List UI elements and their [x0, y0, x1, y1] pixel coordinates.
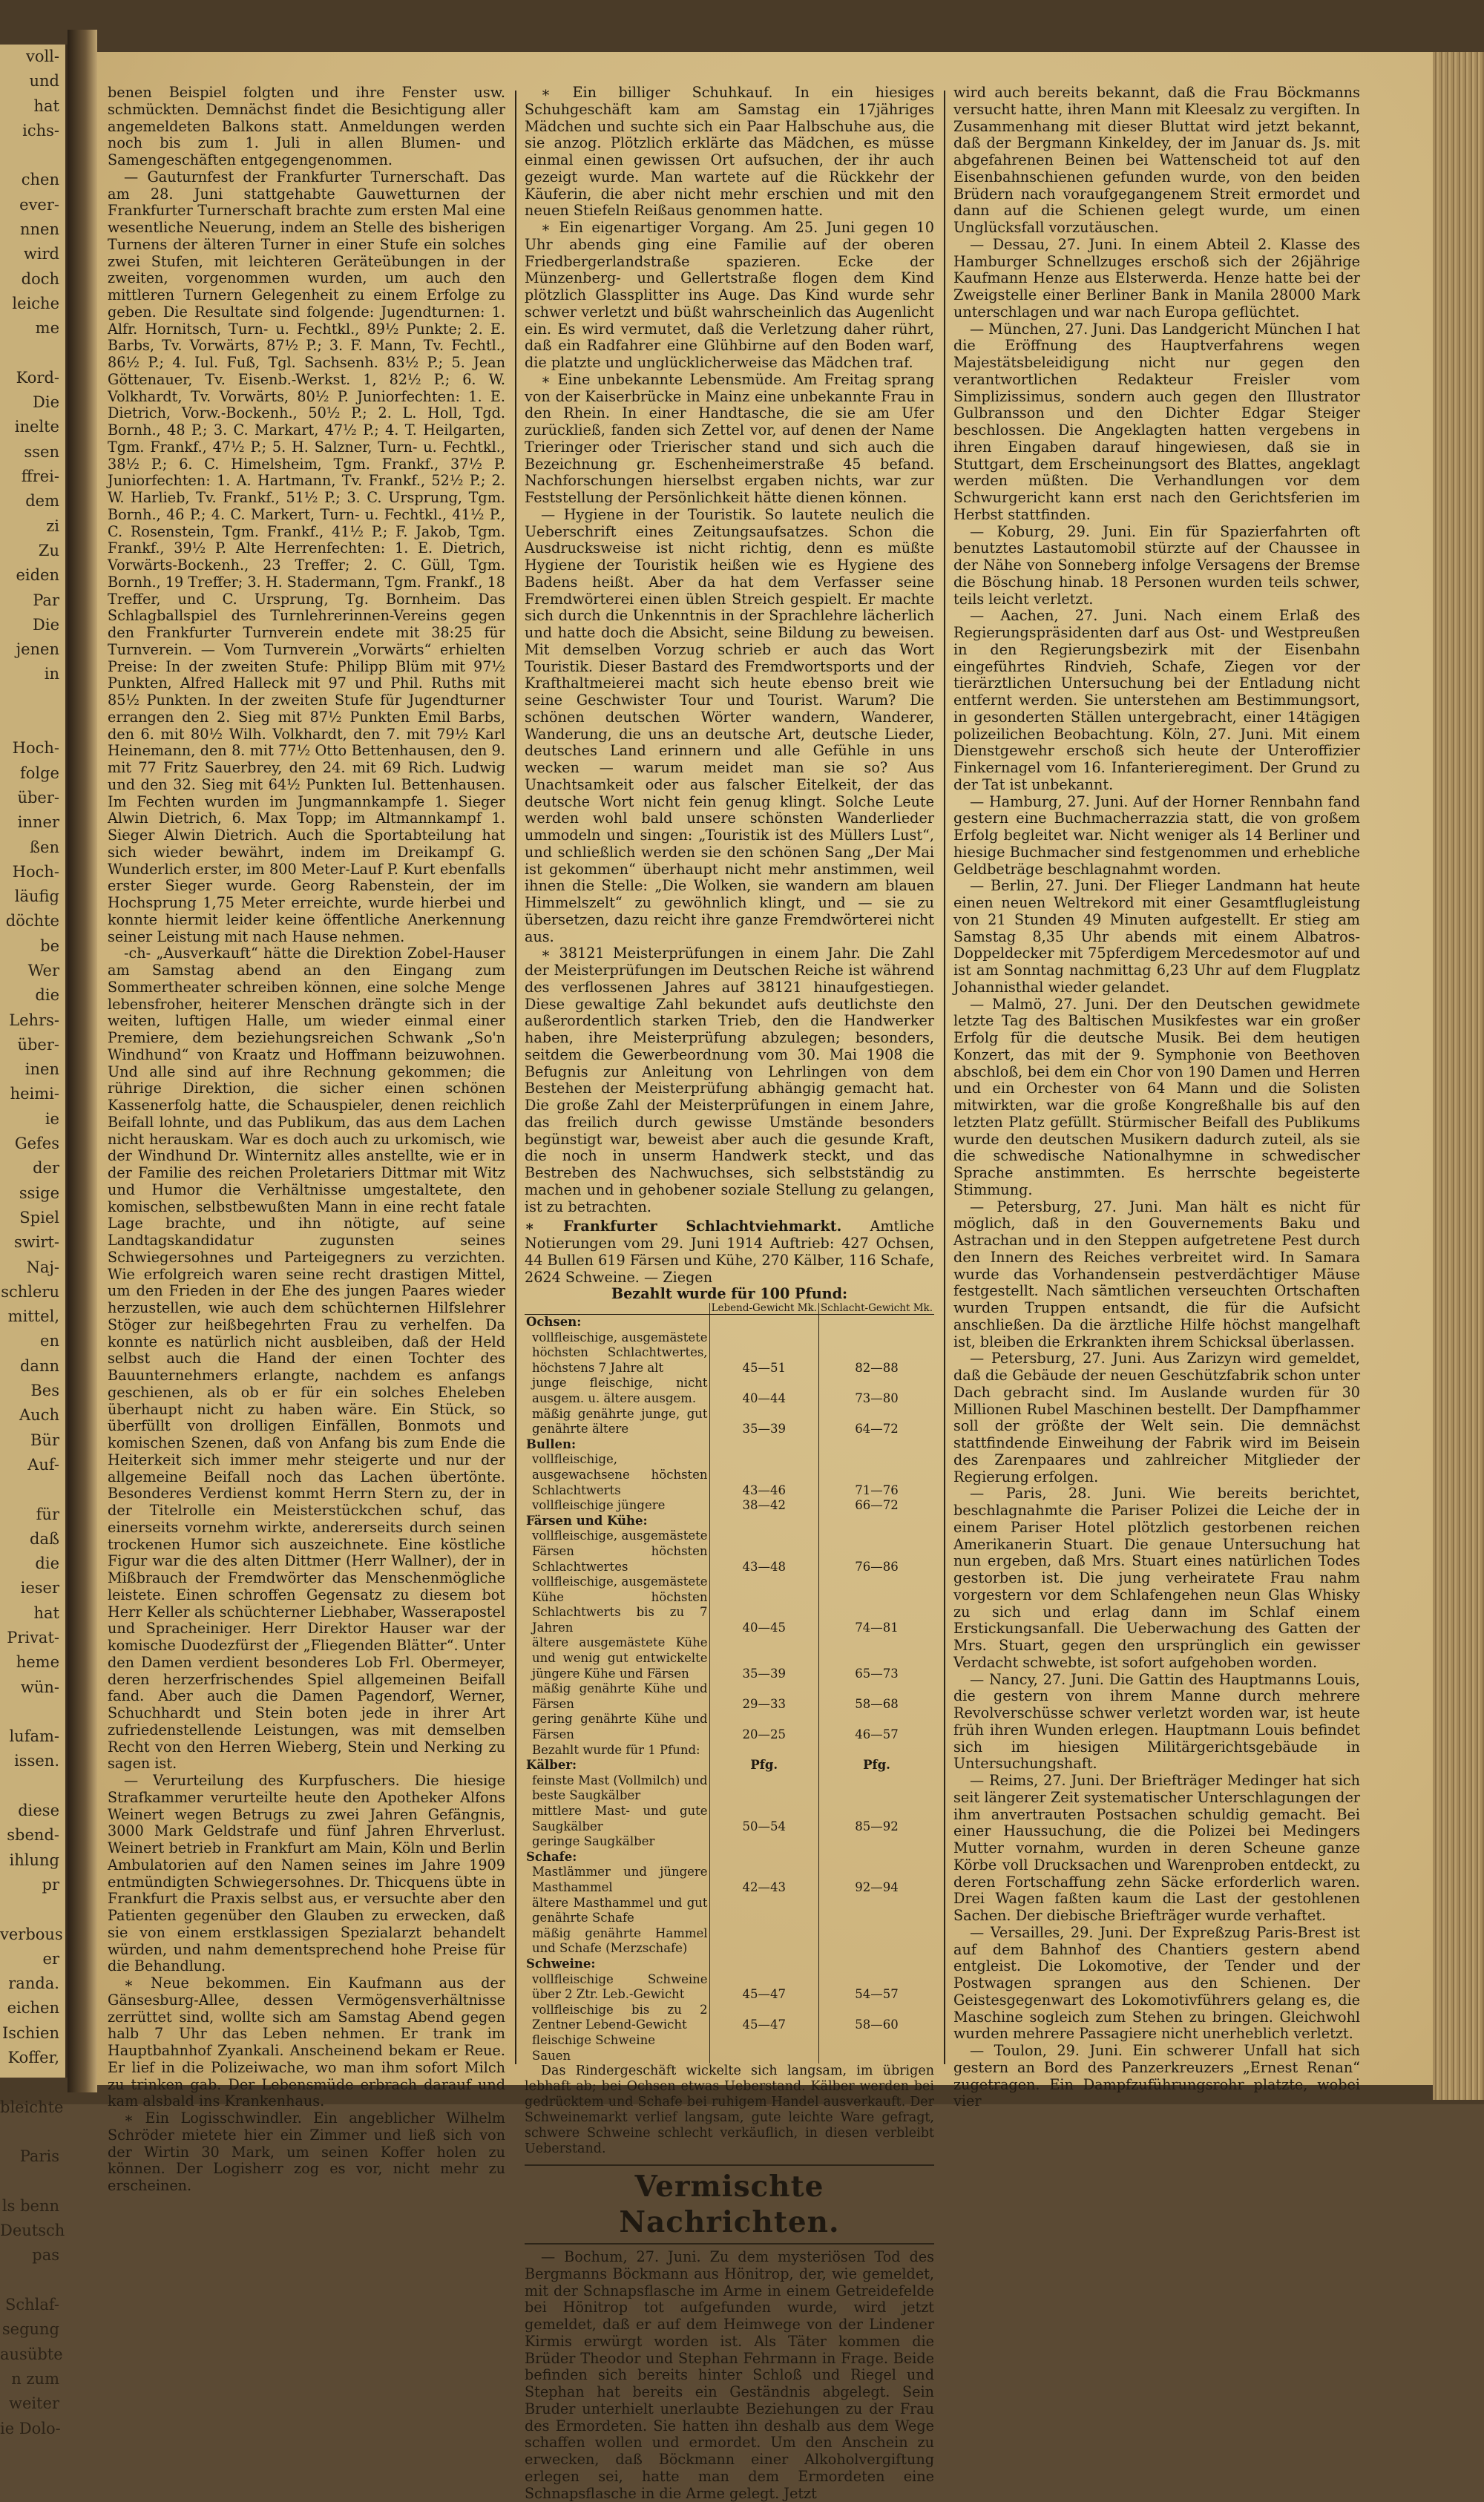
col2-article: ∗ Ein billiger Schuhkauf. In ein hiesiges Schuhgeschäft kam am Samstag ein 17jähriges Mädchen und suchte sich ein Paar Halbschuhe aus, die sie anzog. Plötzlich erklärte das Mädchen, es müsse einmal einen gewissen Ort aufsuchen, der ihr auch gezeigt wurde. Man wartete auf die Rückkehr der Käuferin, die aber nicht mehr erschien und mit den neuen Stiefeln Reißaus genommen hatte.: [525, 84, 934, 220]
market-col-head-carcass: Schlacht-Gewicht Mk.: [818, 1303, 934, 1315]
prev-page-fragment: hat: [33, 1603, 59, 1622]
market-live-price: [709, 2033, 818, 2049]
market-item-label: Mastlämmer und jüngere Masthammel: [532, 1865, 708, 1894]
col1-article: — Gauturnfest der Frankfurter Turnerschaft. Das am 28. Juni stattgehabte Gauwetturnen der Frankfurter Turnerschaft brachte zum ersten Mal eine wesentliche Neuerung, indem an Stelle des bisherigen Turnens der älteren Turner in einer Stufe ein solches zwei Stufen, mit leichteren Geräteübungen in der zweiten, vorgenommen wurden, um auch den mittleren Turnern Gelegenheit zu einem Erfolge zu geben. Die Resultate sind folgende: Jugendturnen: 1. Alfr. Hornitsch, Turn- u. Fechtkl., 89½ Punkte; 2. E. Barbs, Tv. Vorwärts, 87½ P.; 3. F. Mann, Tv. Fechtl., 86½ P.; 4. Iul. Fuß, Tgl. Sachsenh. 83½ P.; 5. Jean Göttenauer, Tv. Eisenb.-Werkst. 1, 82½ P.; 6. W. Volkhardt, Tv. Vorwärts, 80½ P. Juniorfechten: 1. E. Dietrich, Vorw.-Bockenh., 50½ P.; 2. L. Holl, Tgd. Bornh., 48 P.; 3. C. Markart, 47½ P.; 4. T. Heilgarten, Tgm. Frankf., 47½ P.; 5. H. Salzner, Turn- u. Fechtkl., 38½ P.; 6. C. Himelsheim, Tgm. Frankf., 37½ P. Juniorfechten: 1. A. Hartmann, Tv. Frankf., 52½ P.; 2. W. Harlieb, Tv. Frankf., 51½ P.; 3. C. Ursprung, Tgm. Bornh., 46 P.; 4. C. Markert, Turn- u. Fechtkl., 41½ P., C. Rosenstein, Tgm. Frankf., 41½ P.; F. Jakob, Tgm. Frankf., 39½ P. Alte Herrenfechten: 1. E. Dietrich, Vorwärts-Bockenh., 23 Treffer; 2. C. Güll, Tgm. Bornh., 19 Treffer; 3. H. Stadermann, Tgm. Frankf., 18 Treffer, und C. Ursprung, Tg. Bornheim. Das Schlagballspiel des Turnlehrerinnen-Vereins gegen den Frankfurter Turnverein endete mit 38:25 für Turnverein. — Vom Turnverein „Vorwärts“ erhielten Preise: In der zweiten Stufe: Philipp Blüm mit 97½ Punkten, Alfred Halleck mit 97 und Phil. Ruths mit 85½ Punkten. In der zweiten Stufe für Jugendturner errangen den 2. Sieg mit 87½ Punkten Emil Barbs, den 6. mit 80½ Wilh. Volkhardt, den 7. mit 79½ Karl Heinemann, den 8. mit 77½ Otto Bettenhausen, den 9. mit 77 Fritz Sauerbrey, den 24. mit 69 Rich. Ludwig und den 32. Sieg mit 64½ Punkten Iul. Bettenhausen. Im Fechten wurden im Jungmannkampfe 1. Sieger Alwin Dietrich, 6. Max Topp; im Altmannkampf 1. Sieger Alwin Dietrich. Auch die Sportabteilung hat sich wieder bewährt, indem im Dreikampf G. Wunderlich erster, im 800 Meter-Lauf P. Kurt ebenfalls erster Sieger wurde. Georg Rabenstein, der im Hochsprung 1,75 Meter erreichte, wurde hierbei und konnte hiermit leider keine öffentliche Anerkennung seiner Leistung mit nach Hause nehmen.: [108, 168, 505, 945]
market-carcass-price: 85—92: [818, 1804, 934, 1834]
market-row: [525, 1315, 934, 1330]
market-carcass-price: 82—88: [818, 1330, 934, 1376]
col1-article: — Verurteilung des Kurpfuschers. Die hiesige Strafkammer verurteilte heute den Apotheker Alfons Weinert wegen Betrugs zu zwei Jahren Gefängnis, 3000 Mark Geldstrafe und fünf Jahren Ehrverlust. Weinert betrieb in Frankfurt am Main, Köln und Berlin Ambulatorien auf den Namen seines im Jahre 1909 entmündigten Schwiegersohnes. Dr. Thicquens übte in Frankfurt die Praxis selbst aus, er versuchte aber den Patienten gegenüber den Glauben zu erwecken, daß sie von einem erstklassigen Spezialarzt behandelt würden, und nahm dementsprechend hohe Preise für die Behandlung.: [108, 1772, 505, 1975]
market-carcass-price: [818, 1437, 934, 1453]
prev-page-fragment: ie Dolo-: [0, 2419, 61, 2437]
market-row: [525, 1896, 934, 1926]
prev-page-fragment: swirt-: [13, 1233, 59, 1252]
market-item-label: vollfleischige, ausgewachsene höchsten Schlachtwerts: [532, 1452, 708, 1497]
prev-page-fragment: Wer: [27, 961, 59, 979]
prev-page-fragment: Privat-: [7, 1629, 59, 1646]
market-row: [525, 1330, 934, 1376]
prev-page-fragment: weiter: [8, 2394, 59, 2413]
column-rule-1: [515, 91, 516, 2064]
prev-page-fragment: lufam-: [9, 1727, 59, 1746]
prev-page-fragment: [0, 341, 65, 366]
prev-page-fragment: Zu: [38, 541, 59, 559]
market-live-price: [709, 1850, 818, 1865]
prev-page-fragment: Hoch-: [12, 739, 59, 758]
market-carcass-price: [818, 1957, 934, 1972]
col3-article: — Hamburg, 27. Juni. Auf der Horner Rennbahn fand gestern eine Buchmacherrazzia statt, die von großem Erfolg begleitet war. Nicht weniger als 14 Berliner und hiesige Buchmacher sind festgenommen und erhebliche Geldbeträge beschlagnahmt worden.: [953, 792, 1360, 878]
prev-page-fragment: folge: [19, 764, 59, 782]
market-item-label: mittlere Mast- und gute Saugkälber: [532, 1804, 708, 1833]
market-item-label: mäßig genährte Hammel und Schafe (Merzschafe): [532, 1925, 708, 1956]
market-live-price: 35—39: [709, 1407, 818, 1437]
prev-page-fragment: Paris: [19, 2147, 59, 2166]
prev-page-fragment: er: [42, 1949, 59, 1968]
market-row: [525, 1743, 934, 1759]
market-item-label: vollfleischige jüngere: [532, 1498, 666, 1513]
market-carcass-price: [818, 1743, 934, 1759]
col3-article: — Nancy, 27. Juni. Die Gattin des Hauptmanns Louis, die gestern von ihrem Manne durch mehrere Revolverschüsse schwer verletzt worden war, ist heute früh ihren Wunden erlegen. Hauptmann Louis befindet sich im hiesigen Militärgerichtsgebäude in Untersuchungshaft.: [953, 1670, 1360, 1773]
prev-page-fragment: ssige: [19, 1183, 59, 1202]
prev-page-fragment: hat: [33, 96, 59, 115]
prev-page-fragment: voll-: [25, 47, 59, 65]
market-item-label: vollfleischige, ausgemästete Kühe höchsten Schlachtwerts bis zu 7 Jahren: [532, 1575, 708, 1635]
column-2-articles: [525, 85, 934, 1215]
prev-page-fragment: ausübte: [0, 2345, 63, 2363]
prev-page-fragment: n zum: [11, 2369, 59, 2388]
market-item-label: vollfleischige Schweine über 2 Ztr. Leb.-Gewicht: [532, 1971, 708, 2002]
prev-page-fragment: döchte: [5, 912, 59, 930]
market-carcass-price: 76—86: [818, 1529, 934, 1575]
market-title: ∗ Frankfurter Schlachtviehmarkt.: [525, 1218, 842, 1235]
prev-page-fragment: Auf-: [27, 1455, 59, 1474]
market-category: Schafe:: [526, 1849, 577, 1864]
prev-page-fragment: doch: [21, 269, 59, 288]
prev-page-fragment: Auch: [19, 1406, 59, 1425]
col1-article: benen Beispiel folgten und ihre Fenster usw. schmückten. Demnächst findet die Besichtigung aller angemeldeten Balkons statt. Anmeldungen werden noch bis zum 1. Juli in allen Blumen- und Samengeschäften entgegengenommen.: [108, 84, 505, 168]
prev-page-fragment: [0, 2170, 65, 2194]
market-row: [525, 2033, 934, 2049]
prev-page-fragment: dann: [19, 1356, 59, 1375]
market-row: [525, 1635, 934, 1681]
prev-page-fragment: Naj-: [26, 1258, 59, 1276]
prev-page-fragment: in: [44, 665, 59, 683]
prev-page-fragment: chen: [21, 171, 59, 189]
prev-page-fragment: en: [40, 1332, 59, 1350]
market-item-label: Bezahlt wurde für 1 Pfund:: [532, 1742, 700, 1757]
prev-page-fragment: über-: [17, 1035, 59, 1054]
market-carcass-price: [818, 2033, 934, 2049]
market-paid-line: Bezahlt wurde für 100 Pfund:: [611, 1285, 848, 1303]
market-item-label: vollfleischige bis zu 2 Zentner Lebend-Gewicht: [532, 2002, 708, 2032]
prev-page-fragment: ie: [45, 1109, 59, 1128]
prev-page-fragment: bleichte: [0, 2098, 64, 2116]
market-item-label: vollfleischige, ausgemästete höchsten Schlachtwertes, höchstens 7 Jahre alt: [532, 1330, 708, 1375]
prev-page-fragment: Schlaf-: [4, 2296, 59, 2314]
newspaper-page: [97, 52, 1433, 2502]
prev-page-fragment: ieser: [20, 1579, 59, 1598]
market-row: [525, 1850, 934, 1865]
col2-article: — Hygiene in der Touristik. So lautete neulich die Ueberschrift eines Zeitungsaufsatzes. Schon die Ausdrucksweise ist nicht richtig, denn es müßte Hygiene der Touristik heißen wie es Hygiene des Badens heißt. Aber da hat dem Verfasser seine Fremdwörterei einen üblen Streich gespielt. Er machte sich durch die Unkenntnis in der Sprachlehre lächerlich und hatte doch die Absicht, seine Bildung zu beweisen. Mit demselben Vorzug schrieb er auch das Wort Touristik. Dieser Bastard des Fremdwortsports und der Krafthaltmeierei macht sich heute ebenso breit wie seine Geschwister Tour und Tourist. Warum? Die schönen deutschen Wörter wandern, Wanderer, Wanderung, die uns an deutsche Art, deutsche Lieder, deutsches Land erinnern und alle Gefühle in uns wecken — warum meidet man sie so? Aus Unachtsamkeit oder aus falscher Eitelkeit, der das deutsche Wort nicht fein genug klingt. Solche Leute werden wohl bald unsere schönsten Wanderlieder ummodeln und singen: „Touristik ist des Müllers Lust“, und schließlich werden sie den schönen Sang „Der Mai ist gekommen“ überhaupt nicht mehr anstimmen, weil ihnen die Stelle: „Die Wolken, sie wandern am blauen Himmelszelt“ zu gewöhnlich klingt, und — sie zu übersetzen, dazu reicht ihre ganze Fremdwörterei nicht aus.: [525, 505, 934, 945]
prev-page-fragment: leiche: [12, 294, 59, 312]
page-stack-edge: [1433, 52, 1484, 2100]
prev-page-fragment: inelte: [14, 418, 59, 436]
market-row: [525, 1681, 934, 1712]
market-item-label: feinste Mast (Vollmilch) und beste Saugkälber: [532, 1773, 708, 1803]
market-live-price: [709, 1834, 818, 1850]
col2-article: ∗ Ein eigenartiger Vorgang. Am 25. Juni gegen 10 Uhr abends ging eine Familie auf der oberen Friedbergerlandstraße spazieren. Ecke der Münzenberg- und Gellertstraße flogen dem Kind plötzlich Glassplitter ins Auge. Das Kind wurde sehr schwer verletzt und büßt wahrscheinlich das Augenlicht ein. Es wird vermutet, daß die Verletzung daher rührt, daß ein Radfahrer eine Glühbirne auf den Boden warf, die platzte und unglücklicherweise das Mädchen traf.: [525, 219, 934, 371]
market-live-price: 29—33: [709, 1681, 818, 1712]
prev-page-fragment: diese: [18, 1802, 59, 1820]
market-item-label: mäßig genährte junge, gut genährte ältere: [532, 1406, 708, 1436]
prev-page-fragment: pr: [42, 1875, 59, 1894]
prev-page-fragment: Ischien: [1, 2023, 59, 2042]
market-carcass-price: 92—94: [818, 1865, 934, 1895]
prev-page-fragment: [0, 2070, 65, 2095]
prev-page-fragment: [0, 1897, 65, 1922]
prev-page-fragment: Die: [33, 615, 59, 634]
market-price-table: [525, 1303, 934, 2063]
market-row: [525, 1376, 934, 1406]
prev-page-fragment: Die: [33, 393, 59, 412]
market-row: [525, 1407, 934, 1437]
market-carcass-price: [818, 1896, 934, 1926]
prev-page-fragment: ssen: [24, 442, 59, 461]
market-live-price: 40—45: [709, 1575, 818, 1635]
col1-article: ∗ Neue bekommen. Ein Kaufmann aus der Gänsesburg-Allee, dessen Vermögensverhältnisse zerrüttet sind, wollte sich am Samstag Abend gegen halb 7 Uhr das Leben nehmen. Er trank im Hauptbahnhof Zyankali. Anscheinend bekam er Reue. Er lief in die Polizeiwache, wo man ihm sofort Milch zu trinken gab. Der Lebensmüde erbrach darauf und kam alsbald ins Krankenhaus.: [108, 1974, 505, 2110]
market-carcass-price: 66—72: [818, 1498, 934, 1514]
prev-page-fragment: inner: [17, 813, 59, 832]
col3-article: — Berlin, 27. Juni. Der Flieger Landmann hat heute einen neuen Weltrekord mit einer Gesamtflugleistung von 21 Stunden 49 Minuten aufgestellt. Er stieg am Samstag 8,35 Uhr abends mit einem Albatros-Doppeldecker mit 75pferdigem Mercedesmotor auf und ist am Sonntag nachmittag 6,23 Uhr auf dem Flugplatz Johannisthal wieder gelandet.: [953, 877, 1360, 996]
market-row: [525, 1514, 934, 1529]
market-row: [525, 1957, 934, 1972]
prev-page-fragment: [0, 1700, 65, 1724]
prev-page-fragment: Koffer,: [7, 2049, 59, 2067]
market-carcass-price: 71—76: [818, 1452, 934, 1498]
prev-page-fragment: [0, 2268, 65, 2293]
market-row: [525, 1804, 934, 1834]
col3-article: — Dessau, 27. Juni. In einem Abteil 2. Klasse des Hamburger Schnellzuges erschoß sich der 26jährige Kaufmann Henze aus Elsterwerda. Henze hatte bei der Zweigstelle einer Berliner Bank in Manila 28000 Mark unterschlagen und war nach Europa geflüchtet.: [953, 235, 1360, 321]
market-item-label: Sauen: [532, 2048, 571, 2063]
market-row: [525, 1529, 934, 1575]
column-2-news: [525, 2249, 934, 2502]
market-live-price: 45—47: [709, 2003, 818, 2033]
col2-article: ∗ 38121 Meisterprüfungen in einem Jahr. Die Zahl der Meisterprüfungen im Deutschen Reiche ist während des verflossenen Jahres auf 38121 hinaufgestiegen. Diese gewaltige Zahl bekundet aufs deutlichste den außerordentlich starken Trieb, den die Handwerker haben, ihre Meisterprüfung abzulegen; besonders, seitdem die Gewerbeordnung vom 30. Mai 1908 die Befugnis zur Anleitung von Lehrlingen von dem Bestehen der Meisterprüfung abhängig gemacht hat. Die große Zahl der Meisterprüfungen in einem Jahre, das freilich durch gewisse Umstände besonders begünstigt war, beweist aber auch die gesunde Kraft, die noch in unserm Handwerk steckt, und das Bestreben des Nachwuchses, sich selbstständig zu machen und in gehobener soziale Stellung zu gelangen, ist zu betrachten.: [525, 945, 934, 1215]
market-live-price: 50—54: [709, 1804, 818, 1834]
prev-page-fragment: be: [40, 936, 59, 955]
market-row: [525, 1452, 934, 1498]
market-row: [525, 1498, 934, 1514]
prev-page-fragment: die: [35, 1554, 59, 1573]
prev-page-fragment: mittel,: [7, 1307, 59, 1326]
market-live-price: 43—46: [709, 1452, 818, 1498]
prev-page-fragment: über-: [17, 788, 59, 807]
prev-page-fragment: und: [29, 72, 59, 91]
col2-article: ∗ Eine unbekannte Lebensmüde. Am Freitag sprang von der Kaiserbrücke in Mainz eine unbekannte Frau in den Rhein. In einer Handtasche, die sie am Ufer zurückließ, fanden sich Zettel vor, auf denen der Name Trieringer oder Trierischer stand und sich auch die Bezeichnung gr. Eschenheimerstraße 45 befand. Nachforschungen hierselbst ergaben nichts, war zur Feststellung der Persönlichkeit hätte dienen können.: [525, 370, 934, 506]
market-row: [525, 1758, 934, 1773]
market-item-label: gering genährte Kühe und Färsen: [532, 1712, 708, 1742]
prev-page-fragment: ls benn: [1, 2196, 59, 2215]
market-live-price: 42—43: [709, 1865, 818, 1895]
prev-page-fragment: der: [33, 1159, 59, 1178]
market-row: [525, 1575, 934, 1635]
col3-article: — Paris, 28. Juni. Wie bereits berichtet, beschlagnahmte die Pariser Polizei die Leiche der in einem Pariser Hotel plötzlich gestorbenen reichen Amerikanerin Stuart. Die genaue Untersuchung hat nun ergeben, daß Mrs. Stuart eines natürlichen Todes gestorben ist. Die jung verheiratete Frau nahm vorgestern vor dem Schlafengehen neun Glas Whisky zu sich und erlag dann im Schlaf einem Erstickungsanfall. Die Ueberwachung des Gatten der Mrs. Stuart, gegen den ursprünglich ein gewisser Verdacht schwebte, ist sofort aufgehoben worden.: [953, 1485, 1360, 1671]
prev-page-fragment: Bes: [30, 1382, 59, 1400]
market-live-price: 38—42: [709, 1498, 818, 1514]
prev-page-fragment: jenen: [16, 640, 59, 659]
col3-article: — Versailles, 29. Juni. Der Expreßzug Paris-Brest ist auf dem Bahnhof des Chantiers gestern abend entgleist. Die Lokomotive, der Tender und der Postwagen sprangen aus den Schienen. Der Geistesgegenwart des Lokomotivführers gelang es, die Maschine sogleich zum Stehen zu bringen. Gleichwohl wurden mehrere Passagiere nicht unerheblich verletzt.: [953, 1923, 1360, 2043]
column-2: [525, 84, 934, 2502]
market-carcass-price: 73—80: [818, 1376, 934, 1406]
market-item-label: mäßig genährte Kühe und Färsen: [532, 1681, 708, 1711]
market-intro: Amtliche Notierungen vom 29. Juni 1914 Auftrieb: 427 Ochsen, 44 Bullen 619 Färsen und Kühe, 270 Kälber, 116 Schafe, 2624 Schweine. — Ziegen: [525, 1218, 934, 1286]
market-live-price: [709, 1315, 818, 1330]
prev-page-fragment: Deutsch: [0, 2222, 65, 2240]
prev-page-fragment: verbous: [0, 1925, 63, 1943]
market-note: Das Rindergeschäft wickelte sich langsam, im übrigen lebhaft ab; bei Ochsen etwas Ueberstand. Kälber werden bei gedrücktem und Schafe bei ruhigem Handel ausverkauft. Der Schweinemarkt verlief langsam, gute leichte Ware gefragt, schwere Schweine schlecht verkäuflich, in diesen verbleibt Ueberstand.: [525, 2063, 934, 2157]
prev-page-fragment: sbend-: [7, 1826, 59, 1845]
prev-page-fragment: [0, 2120, 65, 2144]
col2-news-article: — Bochum, 27. Juni. Zu dem mysteriösen Tod des Bergmanns Böckmann aus Hönitrop, der, wie gemeldet, mit der Schnapsflasche im Arme in einem Getreidefelde bei Hönitrop tot aufgefunden wurde, wird jetzt gemeldet, daß er auf dem Heimwege von der Lindener Kirmis erwürgt worden ist. Als Täter kommen die Brüder Theodor und Stephan Fehrmann in Frage. Beide befinden sich bereits hinter Schloß und Riegel und Stephan hat bereits ein Geständnis abgelegt. Sein Bruder unterhielt unerlaubte Beziehungen zu der Frau des Ermordeten. Sie hatten ihn deshalb aus dem Wege schaffen wollen und ermordet. Um den Anschein zu erwecken, daß Böckmann einer Alkoholvergiftung erlegen sei, hatte man dem Ermordeten eine Schnapsflasche in die Arme gelegt. Jetzt: [525, 2248, 934, 2502]
prev-page-fragment: nnen: [19, 220, 59, 239]
prev-page-fragment: heme: [16, 1653, 59, 1672]
col3-article: — Koburg, 29. Juni. Ein für Spazierfahrten oft benutztes Lastautomobil stürzte auf der Chaussee in der Nähe von Sonneberg infolge Versagens der Bremse die Böschung hinab. 18 Personen wurden teils schwer, teils leicht verletzt.: [953, 522, 1360, 608]
market-report: [525, 1218, 934, 2157]
prev-page-fragment: segung: [1, 2320, 59, 2339]
market-item-label: geringe Saugkälber: [532, 1834, 655, 1849]
prev-page-fragment: eiden: [16, 566, 59, 585]
prev-page-fragment: issen.: [14, 1752, 59, 1770]
prev-page-fragment: eichen: [7, 1999, 59, 2017]
market-carcass-price: [818, 1850, 934, 1865]
market-live-price: [709, 1926, 818, 1957]
prev-page-fragment: [0, 687, 65, 712]
market-col-head-live: Lebend-Gewicht Mk.: [709, 1303, 818, 1315]
market-row: [525, 1972, 934, 2003]
market-carcass-price: 46—57: [818, 1712, 934, 1742]
col3-article: — München, 27. Juni. Das Landgericht München I hat die Eröffnung des Hauptverfahrens wegen Majestätsbeleidigung nicht nur gegen den verantwortlichen Redakteur Freisler vom Simplizissimus, sondern auch gegen den Illustrator Gulbransson und den Dichter Edgar Steiger beschlossen. Die Angeklagten hatten vergebens in ihren Eingaben darauf hingewiesen, daß sie in Stuttgart, dem Erscheinungsort des Blattes, angeklagt werden müßten. Die Verhandlungen vor dem Schwurgericht kann erst nach den Gerichtsferien im Herbst stattfinden.: [953, 320, 1360, 523]
prev-page-fragment: Bür: [30, 1431, 59, 1449]
market-row: [525, 1834, 934, 1850]
column-3: [953, 84, 1360, 2110]
market-row: [525, 1865, 934, 1895]
prev-page-fragment: [0, 1477, 65, 1502]
book-gutter: [68, 30, 97, 2092]
prev-page-fragment: die: [35, 986, 59, 1005]
market-carcass-price: 65—73: [818, 1635, 934, 1681]
market-live-price: 45—47: [709, 1972, 818, 2003]
market-carcass-price: [818, 1315, 934, 1330]
market-carcass-price: Pfg.: [818, 1758, 934, 1773]
market-live-price: [709, 1743, 818, 1759]
market-carcass-price: [818, 1926, 934, 1957]
market-category: Kälber:: [526, 1758, 577, 1773]
market-row: [525, 1437, 934, 1453]
prev-page-fragment: Kord-: [16, 368, 59, 387]
market-live-price: 35—39: [709, 1635, 818, 1681]
col3-article: — Malmö, 27. Juni. Der den Deutschen gewidmete letzte Tag des Baltischen Musikfestes war ein großer Erfolg für die deutsche Musik. Bei dem heutigen Konzert, das mit der 9. Symphonie von Beethoven abschloß, bei dem ein Chor von 190 Damen und Herren und ein Orchester von 64 Mann und die Solisten mitwirkten, war die große Kongreßhalle bis auf den letzten Platz gefüllt. Stürmischer Beifall des Publikums wurde den deutschen Musikern dadurch zuteil, als sie die schwedische Nationalhymne in schwedischer Sprache anstimmten. Es herrschte begeisterte Stimmung.: [953, 995, 1360, 1198]
market-carcass-price: [818, 1514, 934, 1529]
market-live-price: [709, 1773, 818, 1804]
market-category: Schweine:: [526, 1956, 596, 1971]
col3-article: wird auch bereits bekannt, daß die Frau Böckmanns versucht hatte, ihren Mann mit Kleesalz zu vergiften. In Zusammenhang mit dieser Bluttat wird jetzt bekannt, daß der Bergmann Kinkeldey, der im Januar ds. Js. mit abgefahrenen Beinen bei Wattenscheid tot auf den Eisenbahnschienen gefunden wurde, von den beiden Brüdern nach voraufgegangenem Streit ermordet und dann auf die Schienen gelegt wurde, um einen Unglücksfall vorzutäuschen.: [953, 84, 1360, 236]
prev-page-fragment: heimi-: [10, 1085, 59, 1103]
prev-page-fragment: daß: [30, 1529, 59, 1548]
prev-page-fragment: ffrei-: [21, 467, 59, 486]
prev-page-fragment: ihlung: [9, 1851, 59, 1869]
market-live-price: 43—48: [709, 1529, 818, 1575]
market-table-header: [525, 1303, 934, 1315]
market-row: [525, 2003, 934, 2033]
col3-article: — Petersburg, 27. Juni. Man hält es nicht für möglich, daß in den Gouvernements Baku und Astrachan und in den Steppen aufgetretene Pest durch den Innern des Reiches verbreitet wird. In Samara wurde das Vorhandensein pestverdächtiger Mäuse festgestellt. Nach sämtlichen verseuchten Ortschaften wurden Truppen entsandt, die für die Aufsicht anschließen. Da die ärztliche Hilfe höchst mangelhaft ist, bleiben die Erkrankten ihrem Schicksal überlassen.: [953, 1198, 1360, 1350]
prev-page-fragment: zi: [46, 516, 59, 535]
prev-page-fragment: für: [36, 1505, 59, 1523]
col1-article: ∗ Ein Logisschwindler. Ein angeblicher Wilhelm Schröder mietete hier ein Zimmer und ließ sich von der Wirtin 30 Mark, um seinen Koffer holen zu können. Der Logisherr zog es vor, nicht mehr zu erscheinen.: [108, 2109, 505, 2194]
prev-page-fragment: pas: [32, 2246, 59, 2265]
col3-article: — Toulon, 29. Juni. Ein schwerer Unfall hat sich gestern an Bord des Panzerkreuzers „Ernest Renan“ zugetragen. Ein Dampfzuführungsrohr platzte, wobei vier: [953, 2042, 1360, 2110]
prev-page-fragment: wün-: [20, 1678, 59, 1696]
prev-page-fragment: ichs-: [22, 121, 59, 139]
prev-page-fragment: wird: [23, 245, 59, 263]
market-live-price: 45—51: [709, 1330, 818, 1376]
market-carcass-price: 64—72: [818, 1407, 934, 1437]
prev-page-fragment: me: [35, 319, 59, 338]
prev-page-fragment: Lehrs-: [9, 1011, 59, 1029]
section-heading: Vermischte Nachrichten.: [525, 2164, 934, 2245]
market-row: [525, 2049, 934, 2064]
prev-page-fragment: schleru: [1, 1282, 59, 1301]
column-1: [108, 84, 505, 2194]
prev-page-fragment: randa.: [8, 1974, 59, 1993]
market-category: Ochsen:: [526, 1315, 582, 1329]
market-item-label: vollfleischige, ausgemästete Färsen höchsten Schlachtwertes: [532, 1529, 708, 1574]
market-item-label: junge fleischige, nicht ausgem. u. ältere ausgem.: [532, 1376, 708, 1405]
market-row: [525, 1712, 934, 1742]
prev-page-fragment: [0, 1774, 65, 1799]
prev-page-fragment: Par: [33, 591, 59, 609]
market-carcass-price: [818, 2049, 934, 2064]
market-live-price: [709, 1896, 818, 1926]
prev-page-fragment: ever-: [19, 195, 59, 214]
market-item-label: ältere ausgemästete Kühe und wenig gut entwickelte jüngere Kühe und Färsen: [532, 1635, 708, 1681]
market-row: [525, 1773, 934, 1804]
market-carcass-price: 54—57: [818, 1972, 934, 2003]
market-live-price: [709, 2049, 818, 2064]
prev-page-fragment: Hoch-: [12, 862, 59, 881]
market-category: Färsen und Kühe:: [526, 1513, 648, 1528]
prev-page-fragment: Gefes: [14, 1135, 59, 1153]
col3-article: — Reims, 27. Juni. Der Briefträger Medinger hat sich seit längerer Zeit systematischer Unterschlagungen der ihm anvertrauten Postsachen schuldig gemacht. Bei einer Haussuchung, die die Polizei bei Medingers Mutter vornahm, wurden in deren Scheune ganze Körbe voll Drucksachen und Warenproben entdeckt, zu deren Fortschaffung zehn Säcke erforderlich waren. Drei Wagen faßten kaum die Last der gestohlenen Sachen. Der diebische Briefträger wurde verhaftet.: [953, 1772, 1360, 1924]
market-carcass-price: 58—60: [818, 2003, 934, 2033]
market-carcass-price: 74—81: [818, 1575, 934, 1635]
market-live-price: [709, 1514, 818, 1529]
market-row: [525, 1926, 934, 1957]
prev-page-fragment: [0, 143, 65, 168]
market-carcass-price: [818, 1834, 934, 1850]
col1-article: -ch- „Ausverkauft“ hätte die Direktion Zobel-Hauser am Samstag abend an den Eingang zum Sommertheater schreiben können, eine solche Menge lebensfroher, heiterer Menschen drängte sich in der weiten, luftigen Halle, um wieder einmal einer Premiere, dem beziehungsreichen Schwank „So'n Windhund“ von Kraatz und Hoffmann beizuwohnen. Und alle sind auf ihre Rechnung gekommen; die rührige Direktion, die sicher einen schönen Kassenerfolg hatte, die Schauspieler, denen reichlich Beifall lohnte, und das Publikum, das aus dem Lachen nicht herauskam. War es doch auch zu urkomisch, wie der Windhund Dr. Winternitz alles anstellte, wie er in der Familie des reichen Proletariers Dittmar mit Witz und Humor die Verhältnisse umgestaltete, den komischen, selbstbewußten Mann in eine recht fatale Lage brachte, und ihn nötigte, auf seine Landtagskandidatur zugunsten seines Schwiegersohnes und Parteigegners zu verzichten. Wie erfolgreich waren seine recht drastigen Mittel, um den Frieden in der Ehe des jungen Paares wieder herzustellen, wie auch dem schüchternen Hilfslehrer Stöger zur heißbegehrten Frau zu verhelfen. Da konnte es natürlich nicht ausbleiben, daß der Held selbst auch die Hand der einen Tochter des Bauunternehmers erlangte, nachdem es anfangs geschienen, als ob er für ein solches Eheleben überhaupt nicht zu haben wäre. Ein Stück, so überfüllt von drolligen Einfällen, Bonmots und komischen Szenen, daß von Anfang bis zum Ende die Heiterkeit sich immer mehr steigerte und nur der allgemeine Beifall noch das Lachen übertönte. Besonderes Verdienst kommt Herrn Stern zu, der in der Titelrolle ein Meisterstückchen schuf, das einerseits vornehm wirkte, andererseits durch seinen trockenen Humor sich auszeichnete. Eine köstliche Figur war die des alten Dittmer (Herr Wallner), der in Mißbrauch der Fremdwörter das Menschenmögliche leistete. Einen schroffen Gegensatz zu diesem bot Herr Keller als schüchterner Liebhaber, Wasserapostel und Spracheiniger. Herr Direktor Hauser war der komische Duodezfürst der „Fliegenden Blätter“. Unter den Damen verdient besonderes Lob Frl. Obermeyer, deren herzerfrischendes Spiel allgemeinen Beifall fand. Aber auch die Damen Pagendorf, Werner, Schuchhardt und Stein boten jede in ihrer Art zufriedenstellende Leistungen, was mit demselben Recht von den Herren Wieberg, Stein und Nerking zu sagen ist.: [108, 945, 505, 1773]
market-item-label: fleischige Schweine: [532, 2032, 655, 2047]
market-live-price: 20—25: [709, 1712, 818, 1742]
prev-page-fragment: Spiel: [19, 1208, 59, 1227]
market-item-label: ältere Masthammel und gut genährte Schafe: [532, 1895, 708, 1925]
col3-article: — Petersburg, 27. Juni. Aus Zarizyn wird gemeldet, daß die Gebäude der neuen Geschützfabrik schon unter Dach gebracht sind. Im Auslande wurden für 30 Millionen Rubel Maschinen bestellt. Der Dampfhammer soll der größte der Welt sein. Die demnächst stattfindende Einweihung der Fabrik wird im Beisein des Zarenpaares und zahlreicher Mitglieder der Regierung erfolgen.: [953, 1350, 1360, 1485]
market-live-price: [709, 1957, 818, 1972]
prev-page-fragment: inen: [24, 1060, 59, 1079]
prev-page-fragment: ßen: [30, 838, 59, 856]
column-rule-2: [944, 91, 945, 2064]
market-category: Bullen:: [526, 1436, 577, 1451]
prev-page-fragment: dem: [25, 492, 59, 510]
previous-page-edge: [0, 45, 68, 2437]
col3-article: — Aachen, 27. Juni. Nach einem Erlaß des Regierungspräsidenten darf aus Ost- und Westpreußen in den Regierungsbezirk mit der Eisenbahn eingeführtes Rindvieh, Schafe, Ziegen vor der tierärztlichen Untersuchung bei der Entladung nicht entfernt werden. Sie unterstehen am Bestimmungsort, in gesonderten Ställen untergebracht, einer 14tägigen polizeilichen Beobachtung. Köln, 27. Juni. Mit einem Dienstgewehr erschoß sich heute der Unteroffizier Finkernagel vom 16. Infanterieregiment. Der Grund zu der Tat ist unbekannt.: [953, 607, 1360, 793]
market-live-price: 40—44: [709, 1376, 818, 1406]
market-carcass-price: 58—68: [818, 1681, 934, 1712]
prev-page-fragment: läufig: [14, 887, 59, 906]
prev-page-fragment: [0, 712, 65, 736]
market-carcass-price: [818, 1773, 934, 1804]
market-live-price: [709, 1437, 818, 1453]
market-live-price: Pfg.: [709, 1758, 818, 1773]
